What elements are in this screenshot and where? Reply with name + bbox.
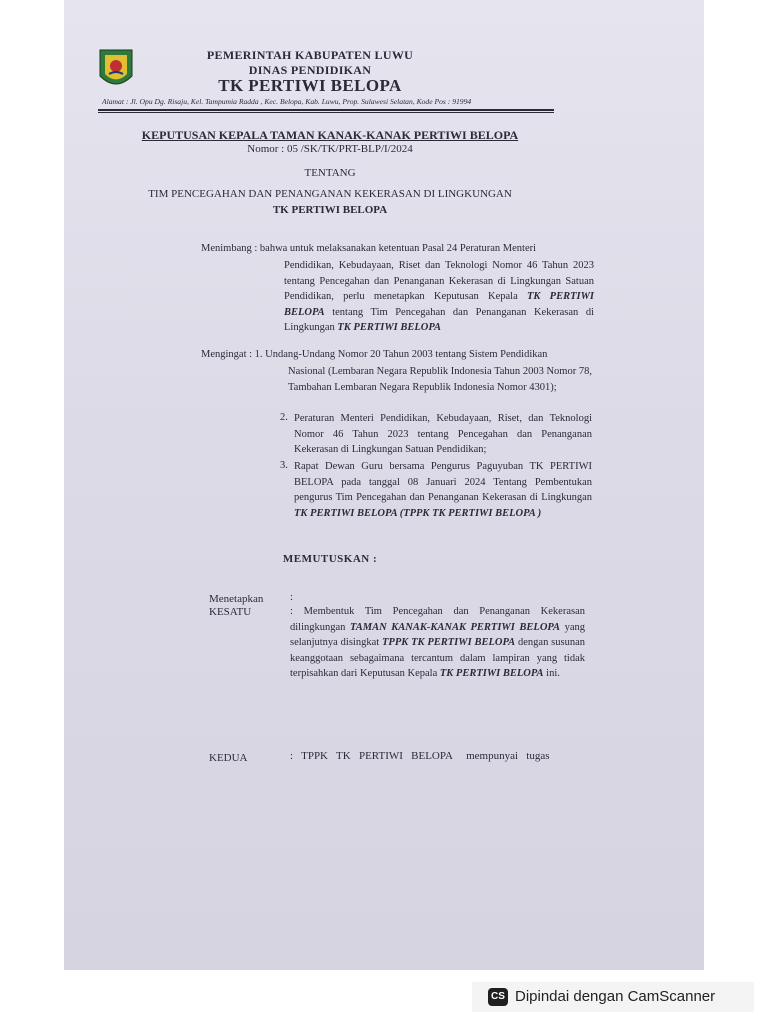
header-address: Alamat : Jl. Opu Dg. Risaju, Kel. Tampumia Radda , Kec. Belopa, Kab. Luwu, Prop. Sulawesi Selatan, Kode Pos : 91994	[102, 97, 472, 106]
mengingat-item-2: Peraturan Menteri Pendidikan, Kebudayaan, Riset, dan Teknologi Nomor 46 Tahun 2023 tentang Pencegahan dan Penanganan Kekerasan di Lingkungan Satuan Pendidikan;	[294, 413, 592, 455]
kedua-label: KEDUA	[209, 752, 248, 764]
header-government: PEMERINTAH KABUPATEN LUWU	[206, 48, 414, 62]
mengingat-label: Mengingat : 1. Undang-Undang Nomor 20 Tahun 2003 tentang Sistem Pendidikan	[201, 349, 548, 360]
mengingat-item-1: Nasional (Lembaran Negara Republik Indonesia Tahun 2003 Nomor 78, Tambahan Lembaran Negara Republik Indonesia Nomor 4301);	[288, 366, 592, 393]
decree-number: Nomor : 05 /SK/TK/PRT-BLP/I/2024	[247, 143, 413, 155]
menimbang-label: Menimbang : bahwa untuk melaksanakan ketentuan Pasal 24 Peraturan Menteri	[201, 243, 537, 254]
kesatu-text: : Membentuk Tim Pencegahan dan Penanganan Kekerasan dilingkungan TAMAN KANAK-KANAK PERTIWI BELOPA yang selanjutnya disingkat TPPK TK PERTIWI BELOPA dengan susunan keanggotaan sebagaimana tercantum dalam lampiran yang tidak terpisahkan dari Keputusan Kepala TK PERTIWI BELOPA ini.	[290, 606, 586, 679]
decree-title: KEPUTUSAN KEPALA TAMAN KANAK-KANAK PERTIWI BELOPA	[141, 128, 519, 142]
header-department: DINAS PENDIDIKAN	[248, 63, 372, 77]
memutuskan-heading: MEMUTUSKAN :	[282, 553, 378, 565]
mengingat-item-3: Rapat Dewan Guru bersama Pengurus Paguyuban TK PERTIWI BELOPA pada tanggal 08 Januari 2024 Tentang Pembentukan pengurus Tim Pencegahan dan Penanganan Kekerasan di Lingkungan TK PERTIWI BELOPA (TPPK TK PERTIWI BELOPA )	[294, 461, 592, 519]
camscanner-text: Dipindai dengan CamScanner	[515, 988, 716, 1005]
camscanner-logo-icon: CS	[488, 988, 508, 1006]
kesatu-label: KESATU	[209, 606, 252, 618]
menimbang-text: Pendidikan, Kebudayaan, Riset dan Teknologi Nomor 46 Tahun 2023 tentang Pencegahan dan Penanganan Kekerasan di Lingkungan Satuan Pendidikan, perlu menetapkan Keputusan Kepala TK PERTIWI BELOPA tentang Tim Pencegahan dan Penanganan Kekerasan di Lingkungan TK PERTIWI BELOPA	[284, 260, 595, 333]
header-rule-thin	[98, 112, 554, 113]
tentang-heading: TENTANG	[304, 167, 356, 179]
header-rule-thick	[98, 109, 554, 111]
decree-subject-line1: TIM PENCEGAHAN DAN PENANGANAN KEKERASAN DI LINGKUNGAN	[148, 188, 512, 200]
menetapkan-label: Menetapkan	[209, 593, 264, 605]
mengingat-item-2-number: 2.	[280, 412, 288, 423]
mengingat-item-3-number: 3.	[280, 460, 288, 471]
header-school-name: TK PERTIWI BELOPA	[218, 76, 402, 95]
kedua-text: : TPPK TK PERTIWI BELOPA mempunyai tugas	[290, 750, 550, 762]
menetapkan-colon: :	[290, 591, 294, 603]
decree-subject-line2: TK PERTIWI BELOPA	[272, 204, 388, 216]
